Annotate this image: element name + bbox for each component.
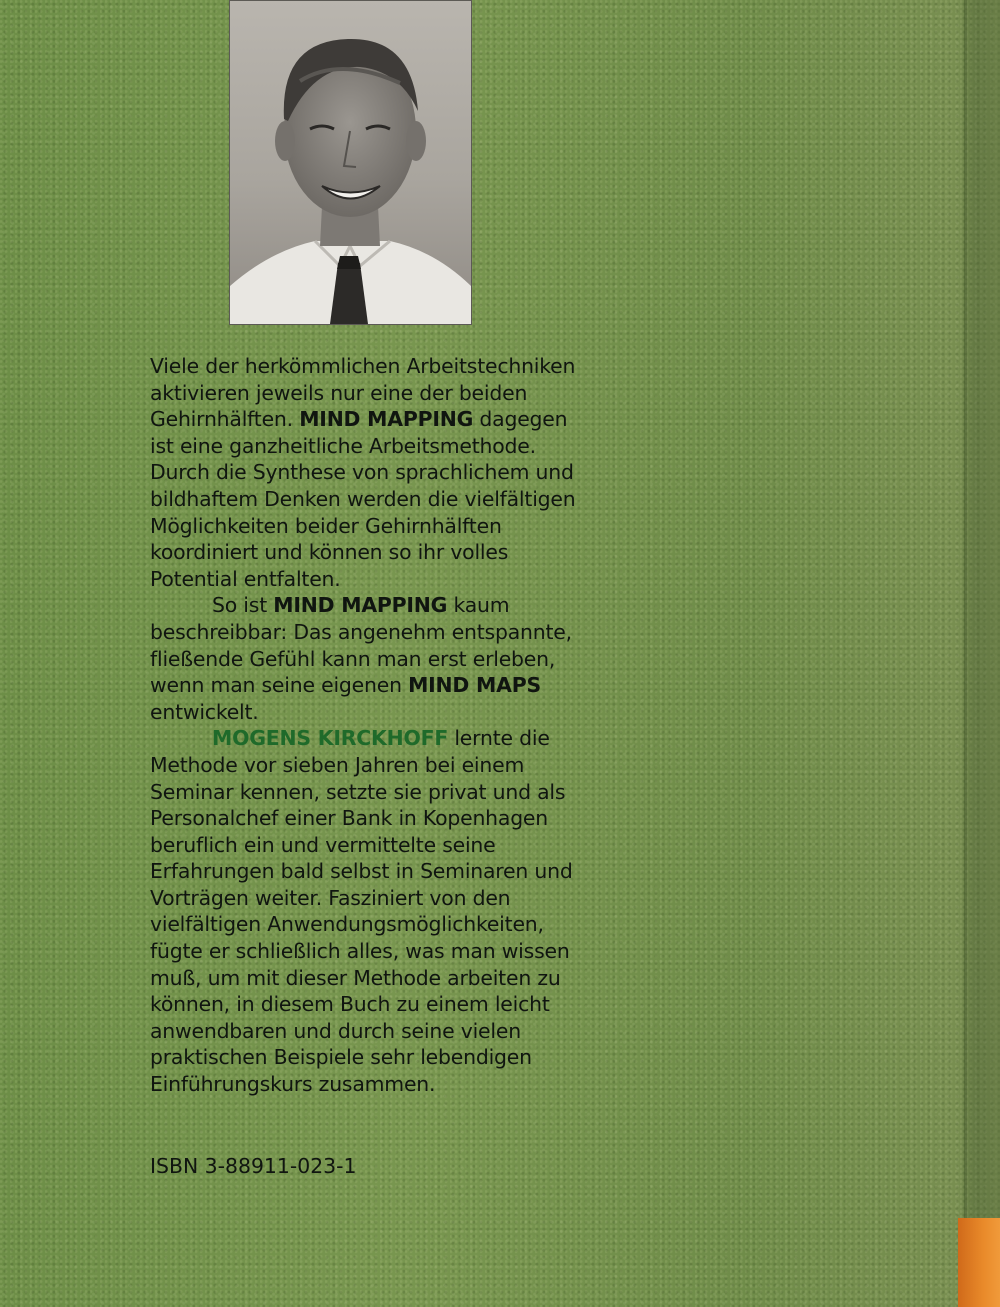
author-portrait-illustration [230, 1, 471, 324]
author-bio-text: lernte die Methode vor sieben Jahren bei einem Seminar kennen, setzte sie privat und als Personalchef einer Bank in Kopenhagen beruflich ein und vermittelte seine Erfahrungen bald selbst in Seminaren und Vorträgen weiter. Fasziniert von den vielfältigen Anwendungsmöglichkeiten, fügte er schließlich alles, was man wissen muß, um mit dieser Methode arbeiten zu können, in diesem Buch zu einem leicht anwendbaren und durch seine vielen praktischen Beispiele sehr lebendigen Einführungskurs zusammen. [150, 726, 573, 1097]
mind-maps-term: MIND MAPS [408, 673, 541, 698]
paragraph-author-bio [150, 725, 590, 1097]
orange-corner-tab [958, 1218, 1000, 1307]
mind-mapping-term: MIND MAPPING [273, 593, 448, 618]
isbn-number: ISBN 3-88911-023-1 [150, 1154, 357, 1178]
description-text-end: entwickelt. [150, 699, 259, 724]
intro-text-continued: dagegen ist eine ganzheitliche Arbeitsmethode. Durch die Synthese von sprachlichem und bildhaftem Denken werden die vielfältigen Möglichkeiten beider Gehirnhälften koordiniert und können so ihr volles Potential entfalten. [150, 407, 576, 591]
description-text-continued: kaum beschreibbar: Das angenehm entspannte, fließende Gefühl kann man erst erleben, wenn man seine eigenen [150, 593, 572, 698]
cover-edge-shadow [958, 0, 1000, 1307]
description-text: So ist [212, 593, 274, 618]
intro-text: Viele der herkömmlichen Arbeitstechniken aktivieren jeweils nur eine der beiden Gehirnhälften. [150, 354, 576, 432]
paragraph-intro [150, 353, 590, 592]
mind-mapping-term: MIND MAPPING [299, 407, 474, 432]
back-cover-description [150, 353, 590, 1098]
author-portrait-photo [229, 0, 472, 325]
author-name: MOGENS KIRCKHOFF [212, 726, 449, 751]
paragraph-description [150, 592, 590, 725]
